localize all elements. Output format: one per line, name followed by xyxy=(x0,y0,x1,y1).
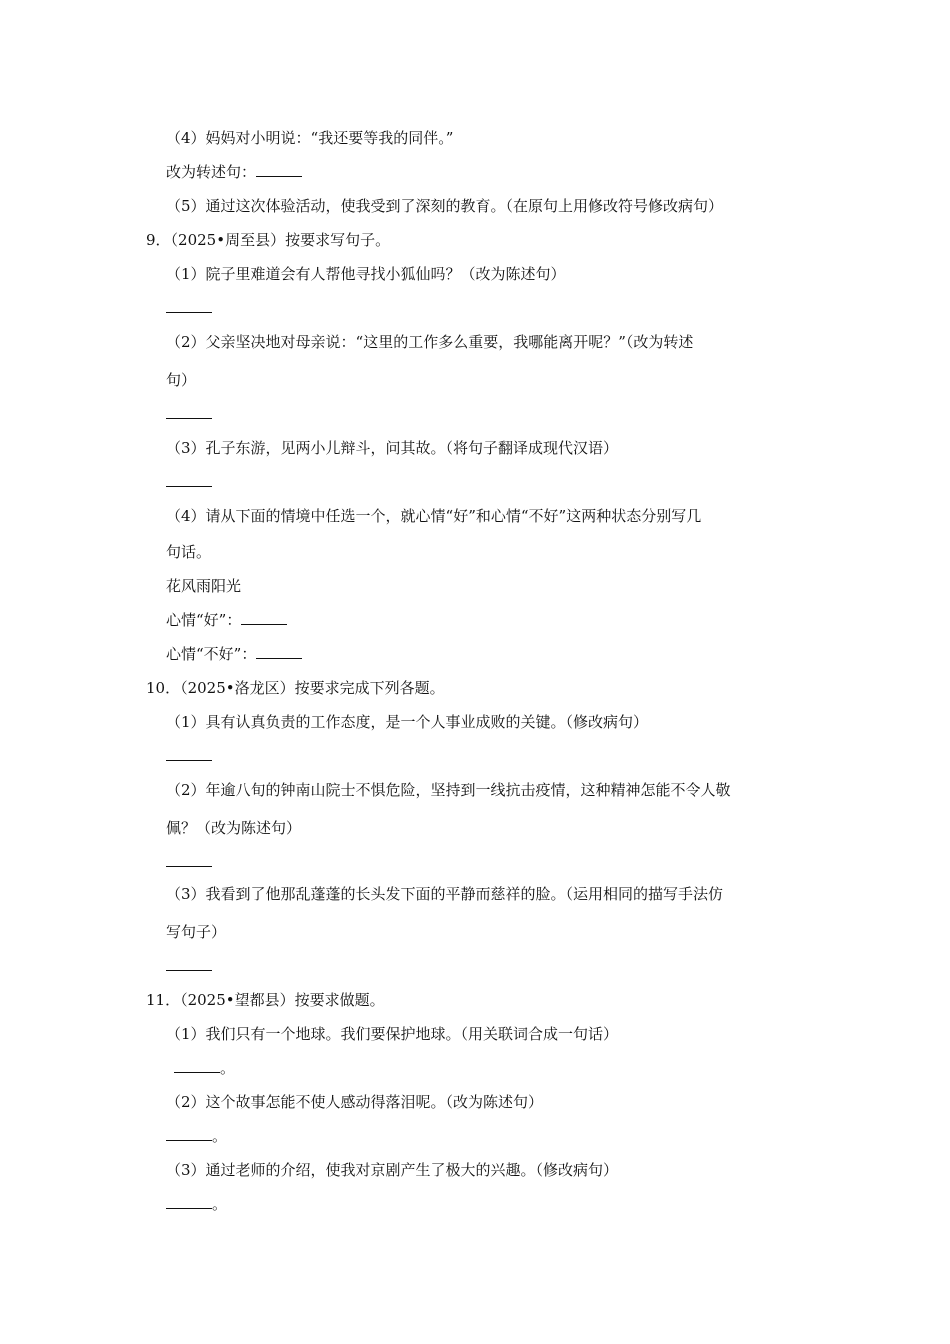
answer-blank[interactable] xyxy=(166,1194,212,1209)
answer-blank[interactable] xyxy=(166,404,212,419)
answer-blank[interactable] xyxy=(166,746,212,761)
q9-mood-good-line xyxy=(166,610,287,630)
q11-header: 11．（2025•望都县）按要求做题。 xyxy=(146,991,385,1009)
q10-header: 10．（2025•洛龙区）按要求完成下列各题。 xyxy=(146,679,445,697)
q9-sentence-2-line-2: 句） xyxy=(166,371,197,389)
q10-answer-line-3 xyxy=(166,956,212,976)
q11-end-mark: 。 xyxy=(212,1195,228,1213)
q10-answer-line-1 xyxy=(166,746,212,766)
q9-sentence-4-line-1: （4）请从下面的情境中任选一个，就心情“好”和心情“不好”这两种状态分别写几 xyxy=(166,507,702,525)
answer-blank[interactable] xyxy=(166,298,212,313)
q11-end-mark: 。 xyxy=(220,1059,236,1077)
q9-answer-line-3 xyxy=(166,472,212,492)
q10-sentence-3-line-2: 写句子） xyxy=(166,923,227,941)
q9-mood-bad-prefix: 心情“不好”： xyxy=(166,645,257,663)
answer-blank[interactable] xyxy=(166,1126,212,1141)
q10-sentence-1: （1）具有认真负责的工作态度，是一个人事业成败的关键。（修改病句） xyxy=(166,713,649,731)
answer-blank[interactable] xyxy=(241,610,287,625)
q8-answer-prefix: 改为转述句： xyxy=(166,163,257,181)
answer-blank[interactable] xyxy=(256,162,302,177)
answer-blank[interactable] xyxy=(166,472,212,487)
answer-blank[interactable] xyxy=(174,1058,220,1073)
q9-mood-good-prefix: 心情“好”： xyxy=(166,611,242,629)
q10-sentence-2-line-1: （2）年逾八旬的钟南山院士不惧危险，坚持到一线抗击疫情，这种精神怎能不令人敬 xyxy=(166,781,731,799)
q9-answer-line-2 xyxy=(166,404,212,424)
q11-sentence-1: （1）我们只有一个地球。我们要保护地球。（用关联词合成一句话） xyxy=(166,1025,619,1043)
q11-sentence-3: （3）通过老师的介绍，使我对京剧产生了极大的兴趣。（修改病句） xyxy=(166,1161,619,1179)
q9-sentence-4-line-2: 句话。 xyxy=(166,543,212,561)
q10-answer-line-2 xyxy=(166,852,212,872)
q11-answer-line-3 xyxy=(166,1194,227,1214)
q9-sentence-3: （3）孔子东游，见两小儿辩斗，问其故。（将句子翻译成现代汉语） xyxy=(166,439,619,457)
q11-end-mark: 。 xyxy=(212,1127,228,1145)
answer-blank[interactable] xyxy=(166,852,212,867)
q9-answer-line-1 xyxy=(166,298,212,318)
q9-header: 9．（2025•周至县）按要求写句子。 xyxy=(146,231,391,249)
q9-options: 花风雨阳光 xyxy=(166,577,242,595)
q9-sentence-2-line-1: （2）父亲坚决地对母亲说：“这里的工作多么重要，我哪能离开呢？”（改为转述 xyxy=(166,333,694,351)
q8-sentence-4: （4）妈妈对小明说：“我还要等我的同伴。” xyxy=(166,129,454,147)
answer-blank[interactable] xyxy=(166,956,212,971)
q9-sentence-1: （1）院子里难道会有人帮他寻找小狐仙吗？（改为陈述句） xyxy=(166,265,566,283)
q8-answer-line-4 xyxy=(166,162,302,182)
q10-sentence-2-line-2: 佩？（改为陈述句） xyxy=(166,819,302,837)
q11-sentence-2: （2）这个故事怎能不使人感动得落泪呢。（改为陈述句） xyxy=(166,1093,544,1111)
q8-sentence-5: （5）通过这次体验活动，使我受到了深刻的教育。（在原句上用修改符号修改病句） xyxy=(166,197,724,215)
q10-sentence-3-line-1: （3）我看到了他那乱蓬蓬的长头发下面的平静而慈祥的脸。（运用相同的描写手法仿 xyxy=(166,885,724,903)
q11-answer-line-2 xyxy=(166,1126,227,1146)
answer-blank[interactable] xyxy=(256,644,302,659)
q11-answer-line-1 xyxy=(174,1058,235,1078)
q9-mood-bad-line xyxy=(166,644,302,664)
